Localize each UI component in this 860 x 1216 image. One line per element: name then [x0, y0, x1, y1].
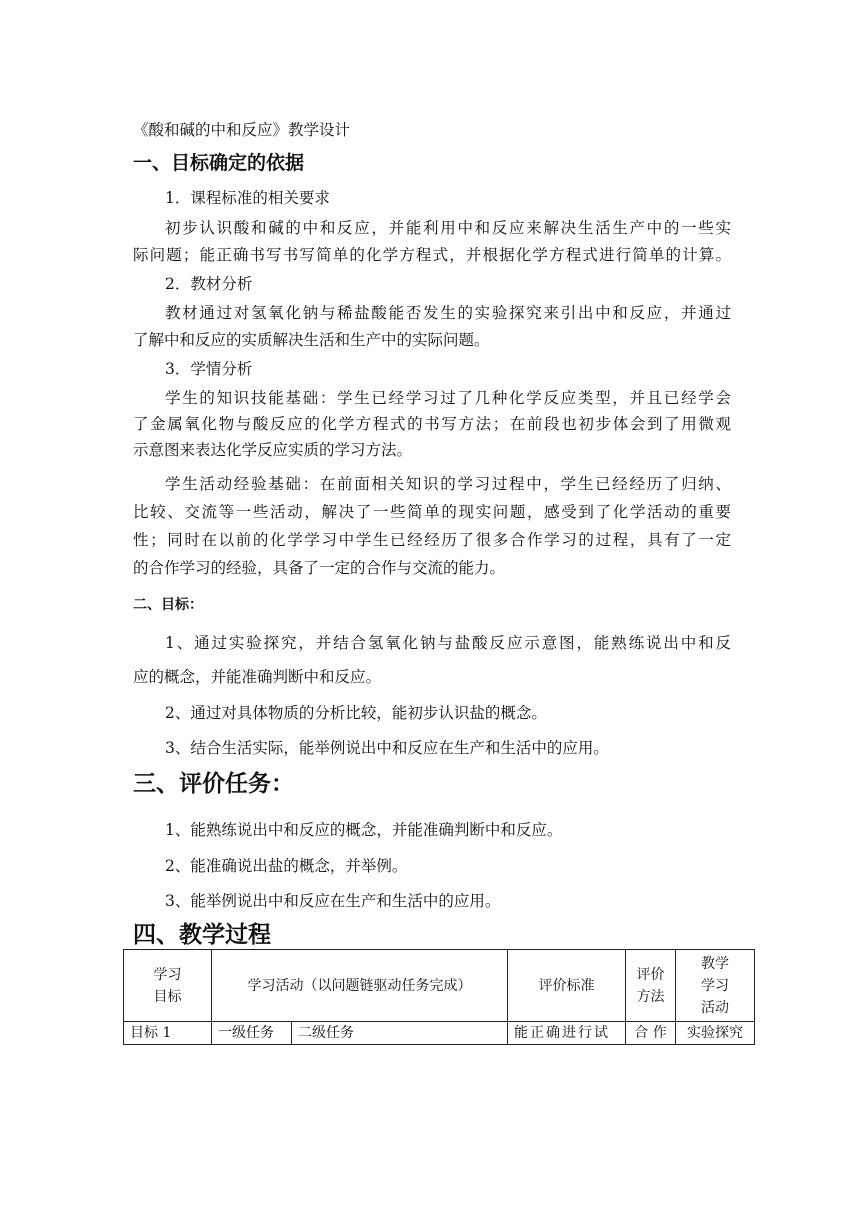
header-teaching-activity: 教学 学习 活动	[676, 950, 755, 1022]
row1-criteria: 能正确进行试	[508, 1022, 626, 1045]
section3-heading: 三、评价任务：	[133, 771, 294, 797]
sub1-line-2: 际问题；能正确书写书写简单的化学方程式，并根据化学方程式进行简单的计算。	[133, 246, 731, 264]
sub3-para1-line-2: 了金属氧化物与酸反应的化学方程式的书写方法；在前段也初步体会到了用微观	[133, 415, 731, 433]
sub3-label: 3．学情分析	[165, 360, 253, 378]
sub2-line-1: 教材通过对氢氧化钠与稀盐酸能否发生的实验探究来引出中和反应，并通过	[165, 304, 731, 322]
sub1-label: 1．课程标准的相关要求	[165, 189, 330, 207]
document-title: 《酸和碱的中和反应》教学设计	[133, 121, 351, 139]
table-header-row	[124, 950, 755, 1022]
row1-task2: 二级任务	[292, 1022, 508, 1045]
header-criteria: 评价标准	[508, 950, 626, 1022]
goal-item-2: 2、通过对具体物质的分析比较，能初步认识盐的概念。	[165, 704, 547, 722]
row1-goal: 目标 1	[124, 1022, 212, 1045]
header-method: 评价 方法	[626, 950, 676, 1022]
goal-item-1-line-2: 应的概念，并能准确判断中和反应。	[133, 668, 382, 686]
sub3-para2-line-4: 的合作学习的经验，具备了一定的合作与交流的能力。	[133, 559, 506, 577]
header-goal: 学习 目标	[124, 950, 212, 1022]
section4-heading: 四、教学过程	[133, 922, 271, 948]
sub2-line-2: 了解中和反应的实质解决生活和生产中的实际问题。	[133, 331, 490, 349]
goal-item-3: 3、结合生活实际，能举例说出中和反应在生产和生活中的应用。	[165, 739, 609, 757]
eval-item-3: 3、能举例说出中和反应在生产和生活中的应用。	[165, 892, 501, 910]
row1-activity: 实验探究	[676, 1022, 755, 1045]
row1-method: 合 作	[626, 1022, 676, 1045]
sub1-line-1: 初步认识酸和碱的中和反应，并能利用中和反应来解决生活生产中的一些实	[165, 219, 731, 237]
row1-task1: 一级任务	[212, 1022, 292, 1045]
sub3-para2-line-3: 性；同时在以前的化学学习中学生已经经历了很多合作学习的过程，具有了一定	[133, 531, 731, 549]
goal-item-1-line-1: 1、通过实验探究，并结合氢氧化钠与盐酸反应示意图，能熟练说出中和反	[165, 634, 731, 652]
eval-item-2: 2、能准确说出盐的概念，并举例。	[165, 857, 408, 875]
sub3-para2-line-1: 学生活动经验基础：在前面相关知识的学习过程中，学生已经经历了归纳、	[165, 475, 731, 493]
sub3-para1-line-1: 学生的知识技能基础：学生已经学习过了几种化学反应类型，并且已经学会	[165, 389, 731, 407]
eval-item-1: 1、能熟练说出中和反应的概念，并能准确判断中和反应。	[165, 821, 563, 839]
teaching-process-table	[123, 949, 755, 1045]
sub2-label: 2．教材分析	[165, 275, 253, 293]
section1-heading: 一、目标确定的依据	[133, 152, 305, 174]
sub3-para2-line-2: 比较、交流等一些活动，解决了一些简单的现实问题，感受到了化学活动的重要	[133, 503, 731, 521]
table-row	[124, 1022, 755, 1045]
section2-heading: 二、目标：	[133, 597, 203, 613]
sub3-para1-line-3: 示意图来表达化学反应实质的学习方法。	[133, 441, 413, 459]
header-activity: 学习活动（以问题链驱动任务完成）	[212, 950, 508, 1022]
